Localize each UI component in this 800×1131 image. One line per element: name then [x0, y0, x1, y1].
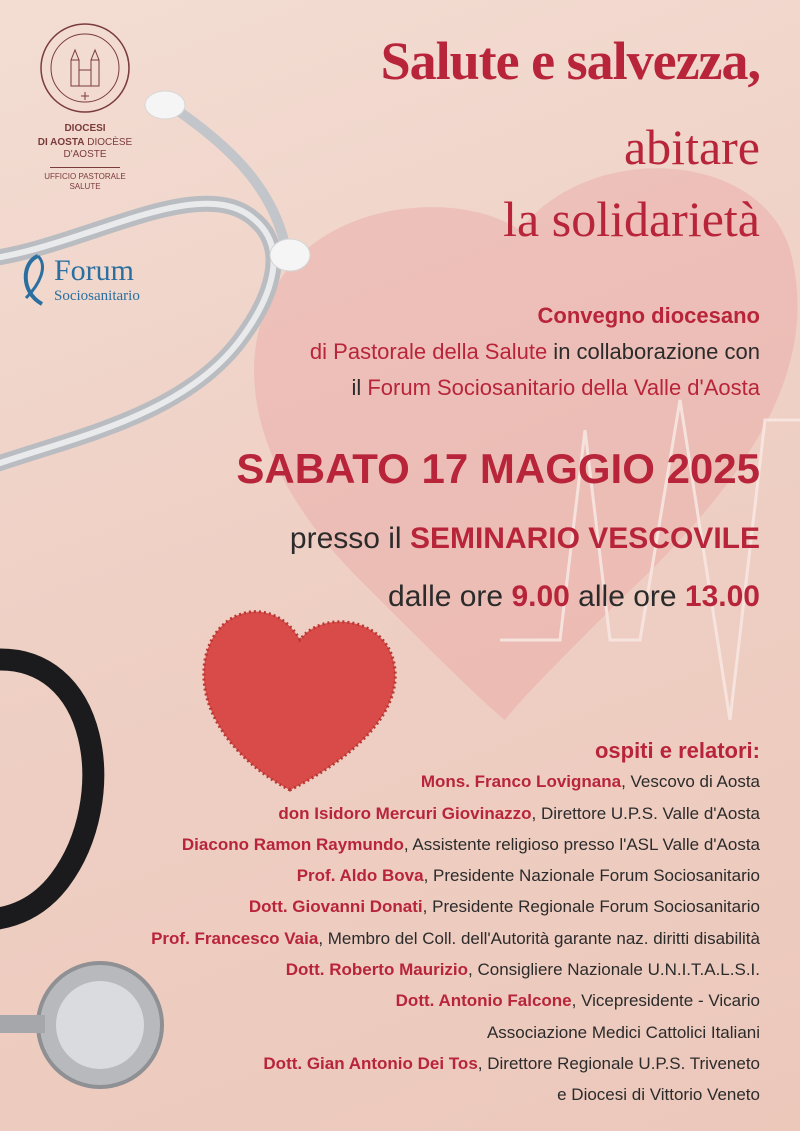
office-line1: UFFICIO PASTORALE — [44, 172, 126, 181]
list-item: Dott. Antonio Falcone, Vicepresidente - Vicario — [395, 991, 760, 1011]
convegno-line1: Convegno diocesano — [537, 303, 760, 328]
forum-word: Forum — [54, 254, 135, 287]
event-hours: dalle ore 9.00 alle ore 13.00 — [388, 580, 760, 613]
event-date: SABATO 17 MAGGIO 2025 — [236, 445, 760, 492]
list-item: Dott. Gian Antonio Dei Tos, Direttore Regionale U.P.S. Triveneto — [263, 1053, 760, 1073]
list-item: Dott. Giovanni Donati, Presidente Regionale Forum Sociosanitario — [248, 897, 760, 917]
diocese-name-line3: D'AOSTE — [63, 149, 107, 160]
forum-sub: Sociosanitario — [54, 288, 140, 304]
event-place: presso il SEMINARIO VESCOVILE — [289, 522, 760, 555]
diocese-name-line1: DIOCESI — [64, 123, 106, 134]
office-line2: SALUTE — [69, 182, 101, 191]
list-item: don Isidoro Mercuri Giovinazzo, Direttore U.P.S. Valle d'Aosta — [278, 803, 760, 823]
ribbon-icon — [18, 252, 52, 308]
diocese-logo — [20, 20, 150, 192]
list-item: e Diocesi di Vittorio Veneto — [557, 1085, 760, 1105]
list-item: Mons. Franco Lovignana, Vescovo di Aosta — [420, 772, 760, 792]
forum-sociosanitario-logo — [18, 252, 188, 312]
logo-divider — [50, 167, 120, 168]
convegno-line2: di Pastorale della Salute in collaborazione con — [309, 339, 760, 364]
guests-block — [151, 735, 760, 1111]
list-item: Dott. Roberto Maurizio, Consigliere Nazionale U.N.I.T.A.L.S.I. — [285, 960, 760, 980]
list-item: Prof. Aldo Bova, Presidente Nazionale Forum Sociosanitario — [296, 866, 760, 886]
guests-heading: ospiti e relatori: — [594, 738, 760, 763]
diocese-name-line2: DI AOSTA DIOCÈSE — [37, 137, 133, 148]
list-item: Associazione Medici Cattolici Italiani — [486, 1022, 760, 1042]
title-line3: la solidarietà — [503, 191, 760, 247]
list-item: Diacono Ramon Raymundo, Assistente religioso presso l'ASL Valle d'Aosta — [181, 834, 760, 854]
title-line2: abitare — [623, 119, 760, 175]
convegno-block — [310, 298, 760, 406]
list-item: Prof. Francesco Vaia, Membro del Coll. dell'Autorità garante naz. diritti disabilità — [151, 928, 760, 948]
convegno-line3: il Forum Sociosanitario della Valle d'Aosta — [351, 375, 760, 400]
cathedral-seal-icon — [37, 20, 133, 116]
title-line1: Salute e salvezza, — [380, 31, 760, 91]
stethoscope-tube-icon — [0, 204, 274, 470]
